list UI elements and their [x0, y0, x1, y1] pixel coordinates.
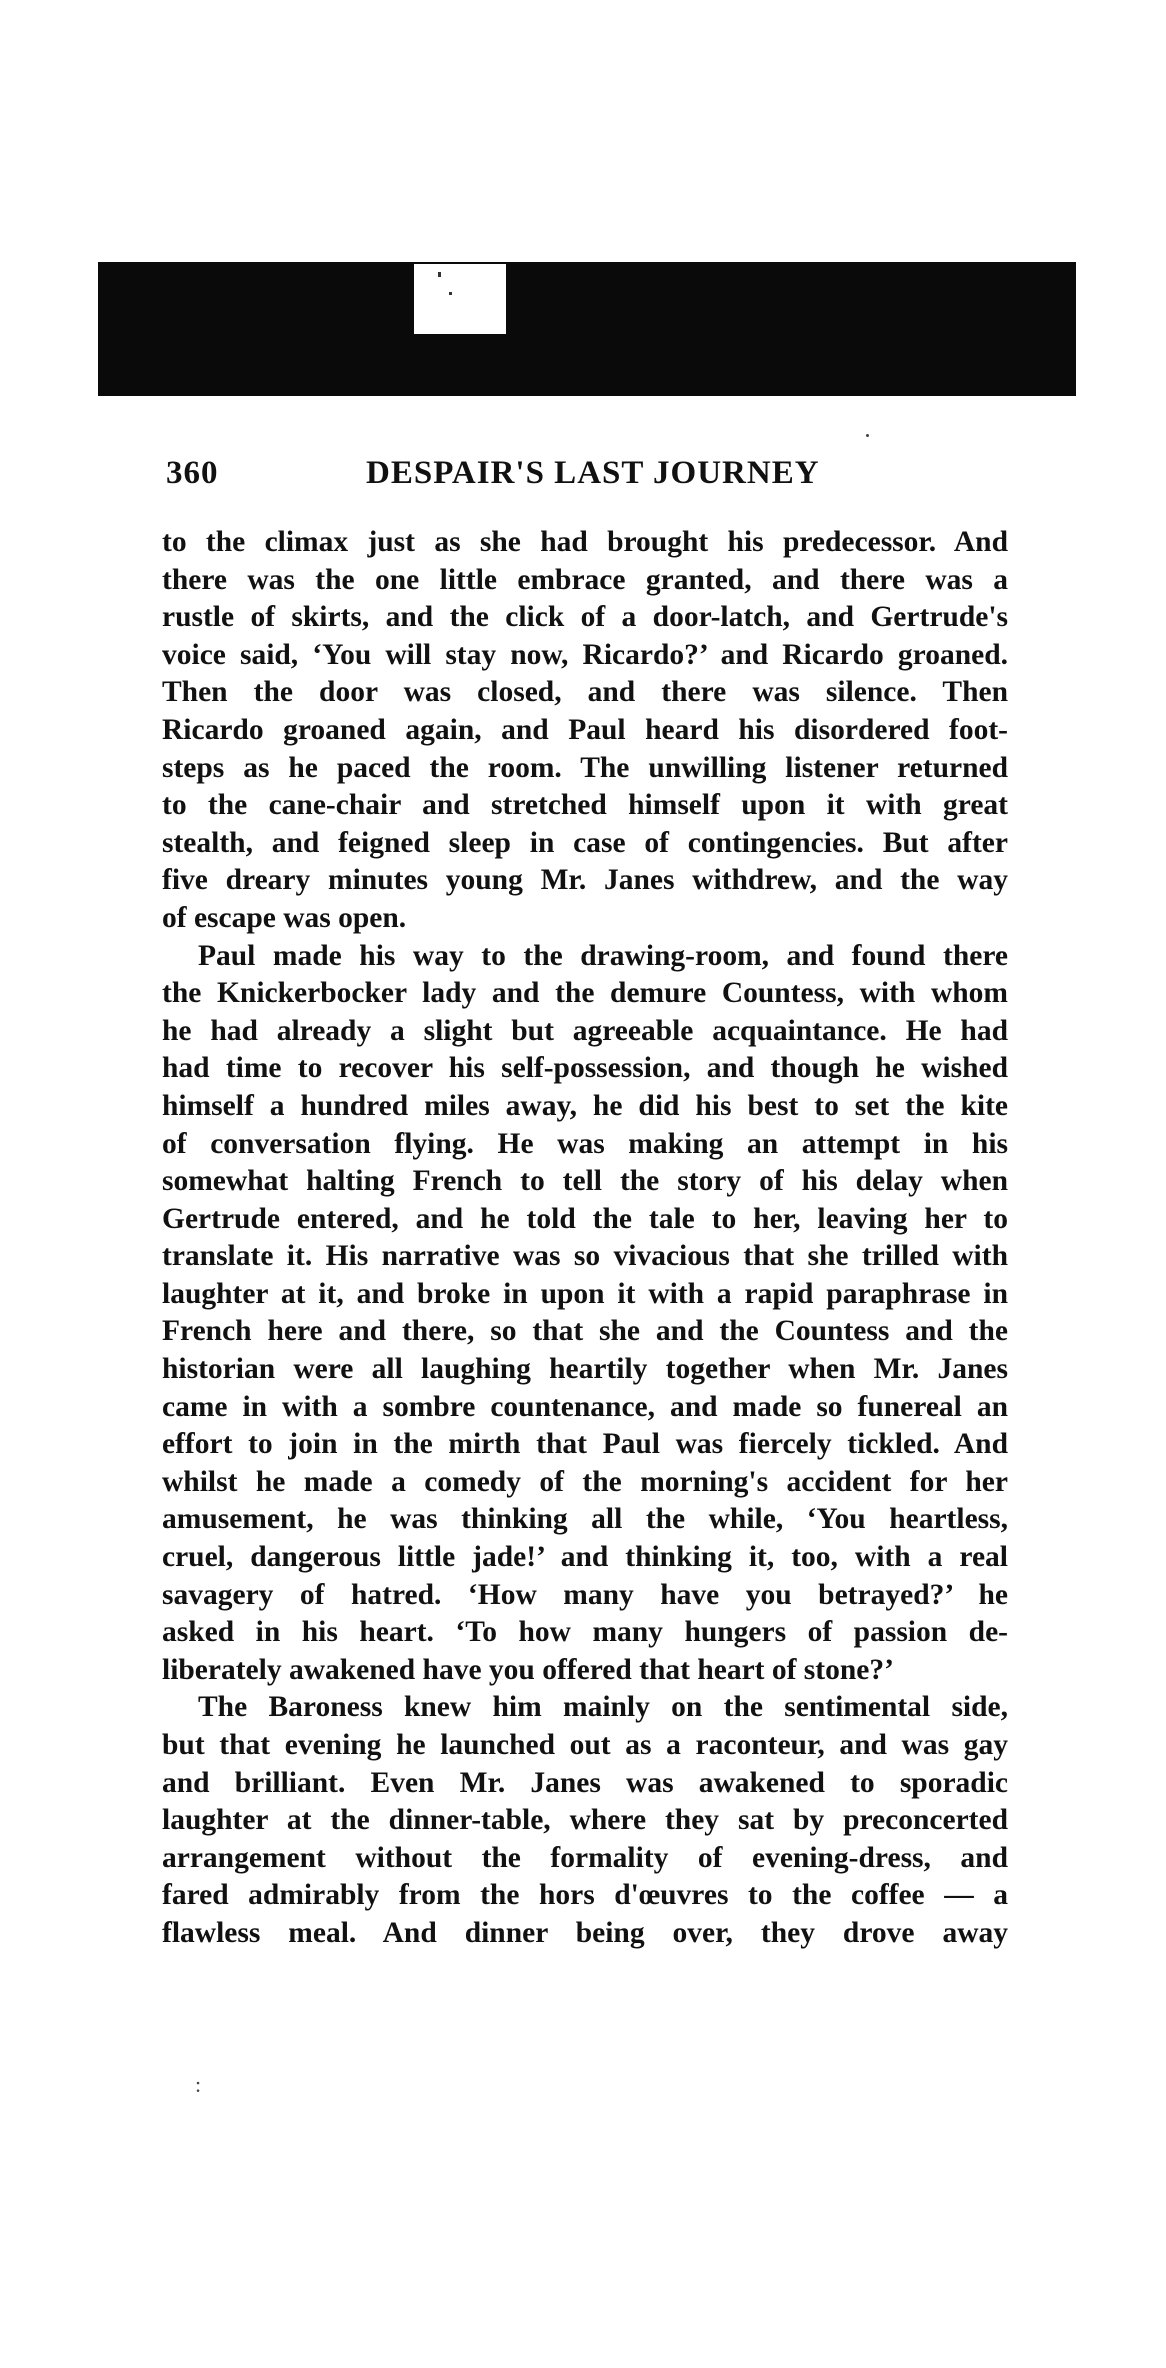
scan-speck — [449, 292, 452, 295]
text-line: The Baroness knew him mainly on the sentimental side, — [198, 1691, 1008, 1724]
text-line: and brilliant. Even Mr. Janes was awakened to sporadic — [162, 1766, 1008, 1799]
text-line: historian were all laughing heartily together when Mr. Janes — [162, 1353, 1008, 1386]
text-line: steps as he paced the room. The unwilling listener returned — [162, 751, 1008, 784]
page-number: 360 — [166, 455, 219, 491]
text-line: but that evening he launched out as a raconteur, and was gay — [162, 1729, 1008, 1761]
text-line: laughter at it, and broke in upon it with a rapid paraphrase in — [162, 1277, 1008, 1310]
text-line: flawless meal. And dinner being over, they drove away — [162, 1916, 1008, 1949]
text-line: liberately awakened have you offered that heart of stone?’ — [162, 1653, 894, 1686]
text-line: voice said, ‘You will stay now, Ricardo?’ and Ricardo groaned. — [162, 638, 1008, 671]
text-line: fared admirably from the hors d'œuvres to the coffee — a — [162, 1879, 1008, 1912]
text-line: French here and there, so that she and the Countess and the — [162, 1315, 1008, 1348]
text-line: translate it. His narrative was so vivacious that she trilled with — [162, 1240, 1008, 1273]
text-line: asked in his heart. ‘To how many hungers of passion de- — [162, 1616, 1008, 1649]
running-head: DESPAIR'S LAST JOURNEY — [366, 455, 820, 491]
scan-white-notch — [414, 264, 506, 334]
text-line: stealth, and feigned sleep in case of contingencies. But after — [162, 826, 1008, 859]
text-line: rustle of skirts, and the click of a door-latch, and Gertrude's — [162, 601, 1008, 634]
text-line: of escape was open. — [162, 901, 407, 934]
text-line: Ricardo groaned again, and Paul heard his disordered foot- — [162, 713, 1008, 746]
footer-mark: : — [195, 2072, 202, 2097]
text-line: Gertrude entered, and he told the tale to her, leaving her to — [162, 1202, 1008, 1235]
text-line: whilst he made a comedy of the morning's accident for her — [162, 1465, 1008, 1498]
text-line: five dreary minutes young Mr. Janes withdrew, and the way — [162, 864, 1008, 897]
scan-speck — [866, 434, 869, 437]
text-line: had time to recover his self-possession, and though he wished — [162, 1052, 1008, 1085]
text-line: to the cane-chair and stretched himself upon it with great — [162, 789, 1008, 822]
text-line: effort to join in the mirth that Paul was fiercely tickled. And — [162, 1428, 1008, 1461]
text-line: he had already a slight but agreeable acquaintance. He had — [162, 1014, 1008, 1047]
text-line: somewhat halting French to tell the story of his delay when — [162, 1165, 1008, 1198]
text-line: amusement, he was thinking all the while, ‘You heartless, — [162, 1503, 1008, 1536]
text-line: came in with a sombre countenance, and made so funereal an — [162, 1390, 1008, 1423]
text-line: the Knickerbocker lady and the demure Countess, with whom — [162, 977, 1008, 1010]
text-line: of conversation flying. He was making an attempt in his — [162, 1127, 1008, 1160]
text-line: cruel, dangerous little jade!’ and thinking it, too, with a real — [162, 1541, 1008, 1574]
text-line: savagery of hatred. ‘How many have you betrayed?’ he — [162, 1578, 1008, 1611]
text-line: Paul made his way to the drawing-room, and found there — [198, 939, 1008, 972]
text-line: arrangement without the formality of evening-dress, and — [162, 1841, 1008, 1874]
text-line: to the climax just as she had brought his predecessor. And — [162, 526, 1008, 558]
text-line: there was the one little embrace granted, and there was a — [162, 563, 1008, 596]
body-text — [162, 524, 1008, 1953]
page-header — [166, 455, 1016, 505]
text-line: laughter at the dinner-table, where they sat by preconcerted — [162, 1804, 1008, 1837]
text-line: himself a hundred miles away, he did his best to set the kite — [162, 1089, 1008, 1122]
scan-speck — [438, 272, 441, 277]
scan-black-band — [98, 262, 1076, 396]
text-line: Then the door was closed, and there was silence. Then — [162, 676, 1008, 709]
